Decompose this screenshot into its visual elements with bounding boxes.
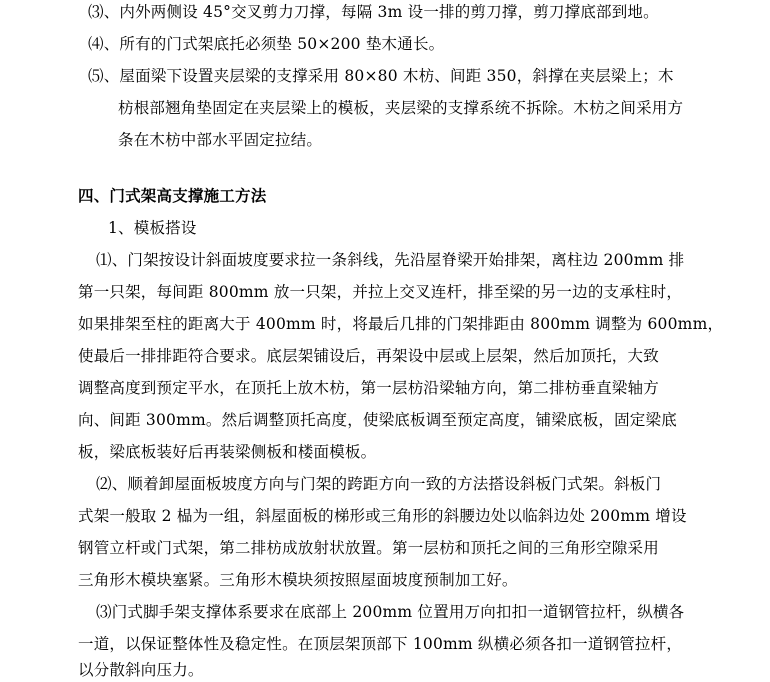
section-heading: 四、门式架高支撑施工方法 bbox=[78, 187, 267, 205]
para-3-line-3: 以分散斜向压力。 bbox=[78, 661, 204, 679]
para-1-line-5: 调整高度到预定平水，在顶托上放木枋，第一层枋沿梁轴方向，第二排枋垂直梁轴方 bbox=[78, 379, 659, 397]
item-4-text: ⑷、所有的门式架底托必须垫 50×200 垫木通长。 bbox=[88, 35, 445, 53]
para-2-line-2: 式架一般取 2 榀为一组，斜屋面板的梯形或三角形的斜腰边处以临斜边处 200mm 增设 bbox=[78, 507, 687, 525]
para-1-line-7: 板，梁底板装好后再装梁侧板和楼面模板。 bbox=[78, 443, 377, 461]
para-3-line-2: 一道，以保证整体性及稳定性。在顶层架顶部下 100mm 纵横必须各扣一道钢管拉杆， bbox=[78, 635, 683, 653]
item-5-line-1: ⑸、屋面梁下设置夹层梁的支撑采用 80×80 木枋、间距 350，斜撑在夹层梁上；木 bbox=[88, 67, 674, 85]
item-3-text: ⑶、内外两侧设 45°交叉剪力刀撑，每隔 3m 设一排的剪刀撑，剪刀撑底部到地。 bbox=[88, 3, 659, 21]
para-1-line-4: 使最后一排排距符合要求。底层架铺设后，再架设中层或上层架，然后加顶托，大致 bbox=[78, 347, 659, 365]
para-3-line-1: ⑶门式脚手架支撑体系要求在底部上 200mm 位置用万向扣扣一道钢管拉杆，纵横各 bbox=[96, 603, 685, 621]
para-1-line-1: ⑴、门架按设计斜面坡度要求拉一条斜线，先沿屋脊梁开始排架，离柱边 200mm 排 bbox=[96, 251, 685, 269]
para-2-line-4: 三角形木模块塞紧。三角形木模块须按照屋面坡度预制加工好。 bbox=[78, 571, 518, 589]
para-1-line-3: 如果排架至柱的距离大于 400mm 时，将最后几排的门架排距由 800mm 调整为 600mm， bbox=[78, 315, 724, 333]
para-2-line-1: ⑵、顺着卸屋面板坡度方向与门架的跨距方向一致的方法搭设斜板门式架。斜板门 bbox=[96, 475, 662, 493]
item-5-line-3: 条在木枋中部水平固定拉结。 bbox=[118, 131, 323, 149]
para-2-line-3: 钢管立杆或门式架，第二排枋成放射状放置。第一层枋和顶托之间的三角形空隙采用 bbox=[78, 539, 659, 557]
para-1-line-6: 向、间距 300mm。然后调整顶托高度，使梁底板调至预定高度，铺梁底板，固定梁底 bbox=[78, 411, 677, 429]
para-1-line-2: 第一只架，每间距 800mm 放一只架，并拉上交叉连杆，排至梁的另一边的支承柱时， bbox=[78, 283, 683, 301]
item-5-line-2: 枋根部翘角垫固定在夹层梁上的模板，夹层梁的支撑系统不拆除。木枋之间采用方 bbox=[118, 99, 684, 117]
subheading: 1、模板搭设 bbox=[108, 219, 197, 237]
